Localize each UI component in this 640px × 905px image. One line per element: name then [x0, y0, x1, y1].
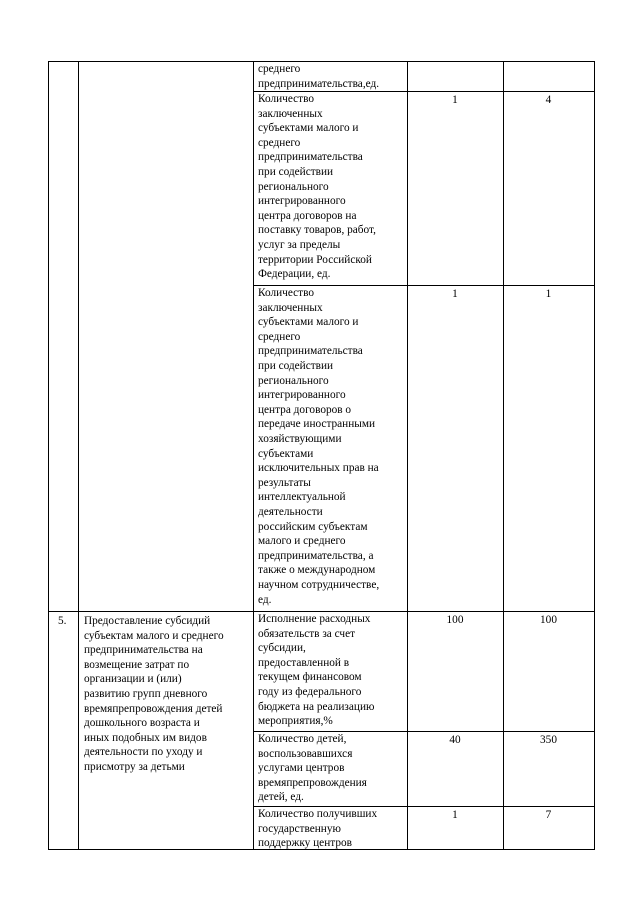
indicator-value-1: 100	[446, 614, 464, 626]
indicator-text-line: Количество детей,	[258, 733, 347, 745]
indicator-text-line: времяпрепровождения	[258, 776, 367, 789]
activity-text-line: возмещение затрат по	[84, 658, 190, 671]
indicator-value-2: 7	[545, 809, 552, 821]
indicator-text-line: государственную	[258, 822, 341, 835]
indicator-text-line: интеллектуальной	[258, 491, 346, 504]
indicator-text-line: при содействии	[258, 166, 334, 178]
indicator-value-2: 4	[545, 94, 552, 106]
indicator-text-line: Количество получивших	[258, 808, 378, 820]
indicator-text-line: хозяйствующими	[258, 433, 342, 445]
indicator-text-line: интегрированного	[258, 195, 346, 208]
activity-text-line: развитию групп дневного	[84, 688, 208, 700]
activity-text-line: субъектам малого и среднего	[84, 629, 224, 642]
indicator-text-line: регионального	[258, 180, 329, 193]
indicator-text-line: среднего	[258, 330, 301, 343]
indicator-text-line: ед.	[258, 593, 272, 606]
row-number: 5.	[58, 615, 67, 627]
indicator-value-2: 1	[545, 288, 552, 300]
activity-text-line: иных подобных им видов	[84, 731, 207, 744]
indicator-text-line: научном сотрудничестве,	[258, 579, 380, 591]
indicator-text-line: поддержку центров	[258, 837, 352, 850]
indicator-text-line: Количество	[258, 93, 314, 105]
indicator-text-line: малого и среднего	[258, 535, 346, 548]
indicator-text-line: среднего	[258, 63, 301, 75]
indicator-text-line: заключенных	[258, 107, 323, 120]
indicator-text-line: субъектами	[258, 447, 314, 460]
indicator-text-line: детей, ед.	[258, 791, 304, 804]
indicator-text-line: мероприятия,%	[258, 715, 333, 728]
indicator-text-line: деятельности	[258, 506, 323, 518]
activity-text-line: организации и (или)	[84, 673, 182, 686]
indicator-value-1: 40	[449, 734, 461, 746]
indicator-text-line: поставку товаров, работ,	[258, 224, 376, 237]
table-hline	[48, 61, 595, 62]
indicator-text-line: предпринимательства	[258, 345, 363, 358]
indicator-text-line: Федерации, ед.	[258, 268, 331, 281]
indicator-text-line: среднего	[258, 136, 301, 149]
indicator-text-line: Исполнение расходных	[258, 613, 371, 625]
indicator-text-line: обязательств за счет	[258, 627, 356, 640]
indicator-text-line: интегрированного	[258, 389, 346, 402]
indicator-text-line: предоставленной в	[258, 656, 350, 669]
indicator-text-line: заключенных	[258, 301, 323, 314]
table-vline	[78, 61, 79, 850]
indicator-text-line: воспользовавшихся	[258, 747, 353, 760]
activity-text-line: дошкольного возраста и	[84, 717, 200, 730]
activity-text-line: Предоставление субсидий	[84, 615, 211, 627]
indicator-text-line: предпринимательства, а	[258, 549, 374, 562]
indicator-text-line: центра договоров о	[258, 403, 352, 416]
indicator-text-line: территории Российской	[258, 253, 372, 266]
activity-text-line: времяпрепровождения детей	[84, 702, 223, 715]
indicator-text-line: услуг за пределы	[258, 239, 341, 251]
indicator-text-line: российским субъектам	[258, 520, 368, 533]
indicator-text-line: предпринимательства,ед.	[258, 77, 380, 90]
table-vline	[48, 61, 49, 850]
indicator-text-line: субсидии,	[258, 642, 306, 655]
indicator-value-2: 350	[540, 734, 557, 746]
indicator-text-line: регионального	[258, 374, 329, 387]
indicator-text-line: текущем финансовом	[258, 671, 362, 684]
indicator-text-line: при содействии	[258, 360, 334, 372]
indicator-text-line: центра договоров на	[258, 209, 357, 222]
indicator-text-line: также о международном	[258, 564, 376, 577]
indicator-text-line: субъектами малого и	[258, 122, 359, 135]
indicator-text-line: услугами центров	[258, 762, 345, 775]
activity-text-line: деятельности по уходу и	[84, 746, 203, 759]
indicator-value-1: 1	[452, 288, 458, 300]
indicator-text-line: Количество	[258, 287, 314, 299]
indicator-value-1: 1	[452, 94, 458, 106]
indicator-text-line: бюджета на реализацию	[258, 700, 375, 713]
activity-text-line: присмотру за детьми	[84, 761, 185, 773]
indicator-text-line: субъектами малого и	[258, 316, 359, 329]
indicator-value-2: 100	[540, 614, 557, 626]
indicator-text-line: предпринимательства	[258, 151, 363, 164]
indicator-value-1: 1	[452, 809, 458, 821]
indicator-text-line: году из федерального	[258, 686, 362, 698]
indicator-text-line: передаче иностранными	[258, 418, 376, 431]
indicator-text-line: результаты	[258, 476, 311, 489]
indicator-text-line: исключительных прав на	[258, 462, 379, 475]
activity-text-line: предпринимательства на	[84, 644, 203, 657]
